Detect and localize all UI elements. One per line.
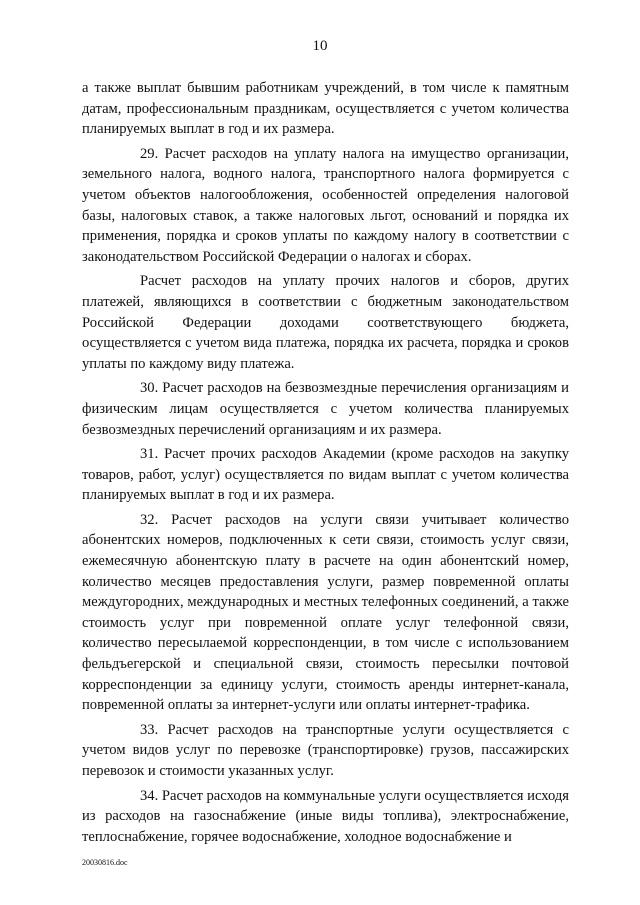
paragraph-33: 33. Расчет расходов на транспортные услуги осуществляется с учетом видов услуг по перевозке (транспортировке) грузов, пассажирских перевозок и стоимости указанных услуг.	[82, 721, 569, 779]
paragraph-32: 32. Расчет расходов на услуги связи учитывает количество абонентских номеров, подключенных к сети связи, стоимость услуг связи, ежемесячную абонентскую плату в расчете на один абонентский номер, количество месяцев предоставления услуги, размер повременной оплаты междугородних, международных и местных телефонных соединений, а также стоимость услуг при повременной оплате услуг телефонной связи, количество пересылаемой корреспонденции, в том числе с использованием фельдъегерской и специальной связи, стоимость пересылки почтовой корреспонденции за единицу услуги, стоимость аренды интернет-канала, повременной оплаты за интернет-услуги или оплаты интернет-трафика.	[82, 511, 569, 714]
paragraph-30: 30. Расчет расходов на безвозмездные перечисления организациям и физическим лицам осуществляется с учетом количества планируемых безвозмездных перечислений организациям и их размера.	[82, 380, 569, 438]
paragraph-29: 29. Расчет расходов на уплату налога на имущество организации, земельного налога, водного налога, транспортного налога формируется с учетом объектов налогообложения, особенностей определения налоговой базы, налоговых ставок, а также налоговых льгот, оснований и порядка их применения, порядка и сроков уплаты по каждому налогу в соответствии с законодательством Российской Федерации о налогах и сборах.	[82, 145, 569, 265]
paragraph-other-taxes: Расчет расходов на уплату прочих налогов и сборов, других платежей, являющихся в соответствии с бюджетным законодательством Российской Федерации доходами соответствующего бюджета, осуществляется с учетом вида платежа, порядка их расчета, порядка и сроков уплаты по каждому виду платежа.	[82, 273, 569, 372]
document-footer-filename: 20030816.doc	[82, 858, 128, 867]
paragraph-34: 34. Расчет расходов на коммунальные услуги осуществляется исходя из расходов на газоснабжение (иные виды топлива), электроснабжение, теплоснабжение, горячее водоснабжение, холодное водоснабжение и	[82, 787, 570, 845]
paragraph-31: 31. Расчет прочих расходов Академии (кроме расходов на закупку товаров, работ, услуг) осуществляется по видам выплат с учетом количества планируемых выплат в год и их размера.	[82, 446, 569, 504]
document-body	[82, 78, 569, 851]
page-number: 10	[312, 38, 328, 54]
paragraph-continuation: а также выплат бывшим работникам учреждений, в том числе к памятным датам, профессиональным праздникам, осуществляется с учетом количества планируемых выплат в год и их размера.	[82, 80, 569, 138]
